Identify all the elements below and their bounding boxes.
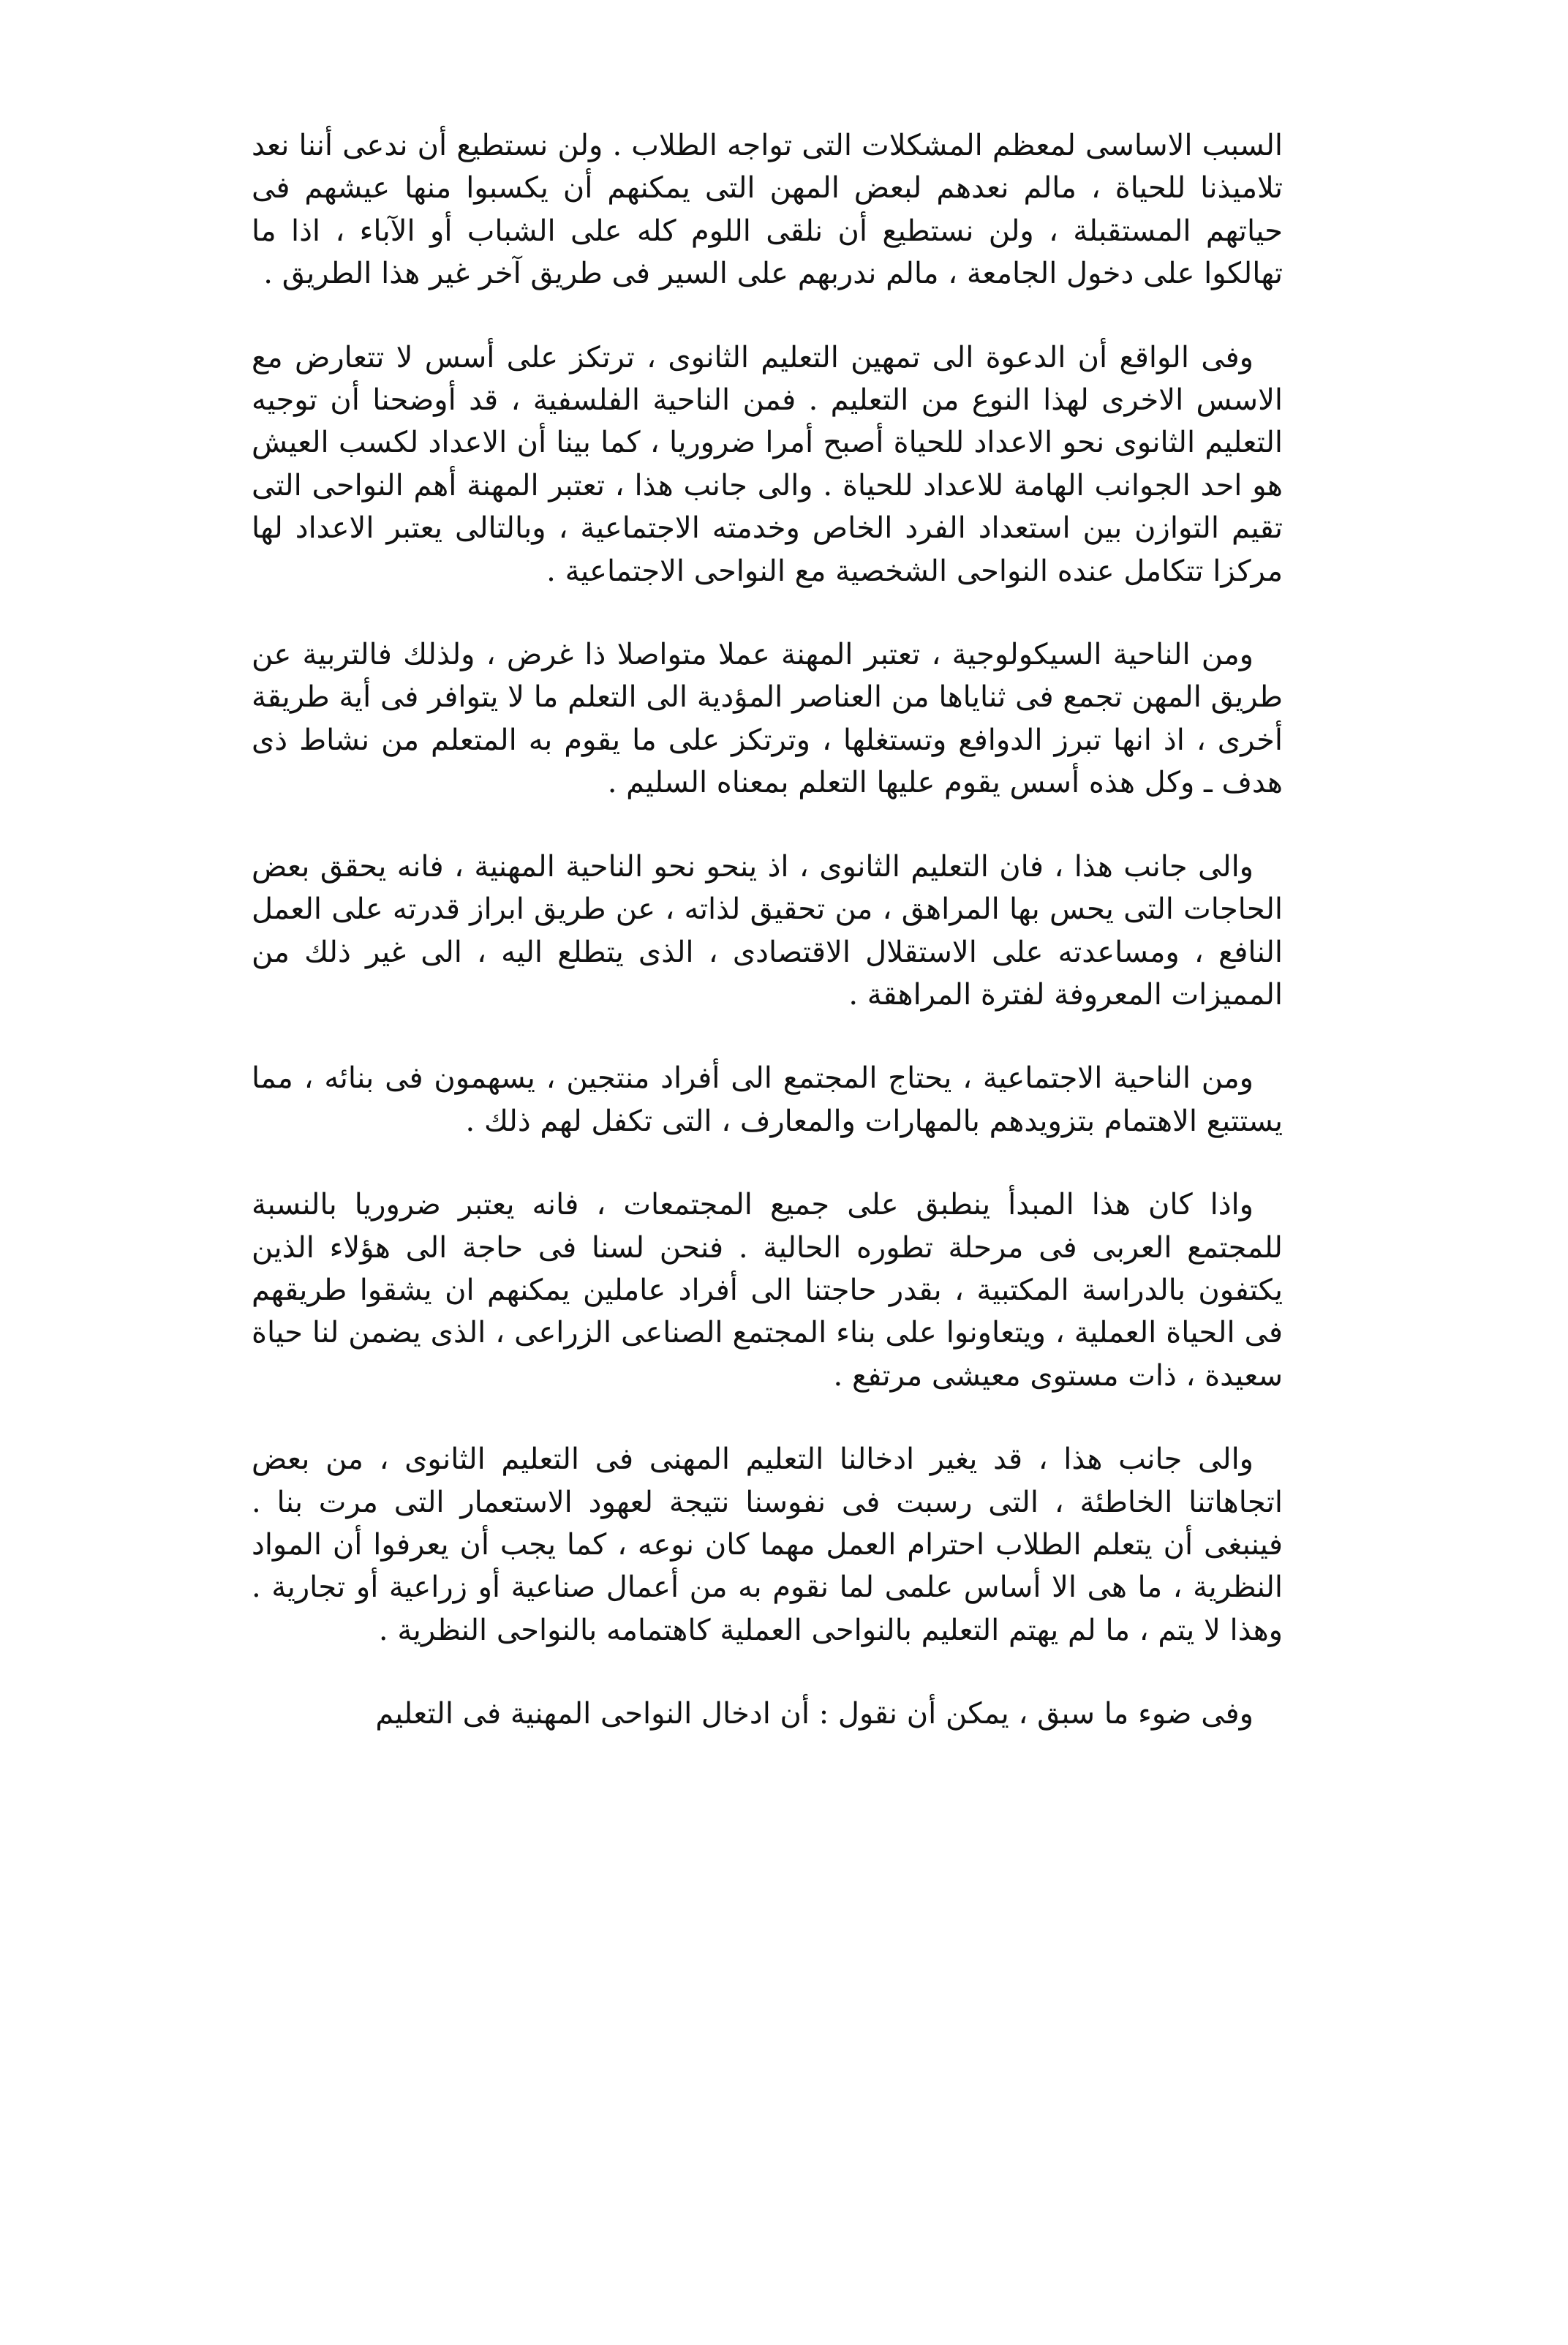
paragraph-7: والى جانب هذا ، قد يغير ادخالنا التعليم المهنى فى التعليم الثانوى ، من بعض اتجاهاتنا الخاطئة ، التى رسبت فى نفوسنا نتيجة لعهود الاستعمار التى مرت بنا . فينبغى أن يتعلم الطلاب احترام العمل مهما كان نوعه ، كما يجب أن يعرفوا أن المواد النظرية ، ما هى الا أساس علمى لما نقوم به من أعمال صناعية أو زراعية أو تجارية . وهذا لا يتم ، ما لم يهتم التعليم بالنواحى العملية كاهتمامه بالنواحى النظرية .	[252, 1442, 1283, 1647]
paragraph-8: وفى ضوء ما سبق ، يمكن أن نقول : أن ادخال النواحى المهنية فى التعليم	[375, 1697, 1254, 1731]
paragraph-1: السبب الاساسى لمعظم المشكلات التى تواجه الطلاب . ولن نستطيع أن ندعى أننا نعد تلاميذنا للحياة ، مالم نعدهم لبعض المهن التى يمكنهم أن يكسبوا منها عيشهم فى حياتهم المستقبلة ، ولن نستطيع أن نلقى اللوم كله على الشباب أو الآباء ، اذا ما تهالكوا على دخول الجامعة ، مالم ندربهم على السير فى طريق آخر غير هذا الطريق .	[252, 129, 1283, 291]
paragraph-6: واذا كان هذا المبدأ ينطبق على جميع المجتمعات ، فانه يعتبر ضروريا بالنسبة للمجتمع العربى فى مرحلة تطوره الحالية . فنحن لسنا فى حاجة الى هؤلاء الذين يكتفون بالدراسة المكتبية ، بقدر حاجتنا الى أفراد عاملين يمكنهم ان يشقوا طريقهم فى الحياة العملية ، ويتعاونوا على بناء المجتمع الصناعى الزراعى ، الذى يضمن لنا حياة سعيدة ، ذات مستوى معيشى مرتفع .	[252, 1188, 1283, 1393]
document-page	[252, 124, 1283, 1736]
paragraph-2: وفى الواقع أن الدعوة الى تمهين التعليم الثانوى ، ترتكز على أسس لا تتعارض مع الاسس الاخرى لهذا النوع من التعليم . فمن الناحية الفلسفية ، قد أوضحنا أن توجيه التعليم الثانوى نحو الاعداد للحياة أصبح أمرا ضروريا ، كما بينا أن الاعداد لكسب العيش هو احد الجوانب الهامة للاعداد للحياة . والى جانب هذا ، تعتبر المهنة أهم النواحى التى تقيم التوازن بين استعداد الفرد الخاص وخدمته الاجتماعية ، وبالتالى يعتبر الاعداد لها مركزا تتكامل عنده النواحى الشخصية مع النواحى الاجتماعية .	[252, 340, 1283, 588]
paragraph-3: ومن الناحية السيكولوجية ، تعتبر المهنة عملا متواصلا ذا غرض ، ولذلك فالتربية عن طريق المهن تجمع فى ثناياها من العناصر المؤدية الى التعلم ما لا يتوافر فى أية طريقة أخرى ، اذ انها تبرز الدوافع وتستغلها ، وترتكز على ما يقوم به المتعلم من نشاط ذى هدف ـ وكل هذه أسس يقوم عليها التعلم بمعناه السليم .	[252, 638, 1283, 800]
paragraph-4: والى جانب هذا ، فان التعليم الثانوى ، اذ ينحو نحو الناحية المهنية ، فانه يحقق بعض الحاجات التى يحس بها المراهق ، من تحقيق لذاته ، عن طريق ابراز قدرته على العمل النافع ، ومساعدته على الاستقلال الاقتصادى ، الذى يتطلع اليه ، الى غير ذلك من المميزات المعروفة لفترة المراهقة .	[252, 849, 1283, 1012]
paragraph-5: ومن الناحية الاجتماعية ، يحتاج المجتمع الى أفراد منتجين ، يسهمون فى بنائه ، مما يستتبع الاهتمام بتزويدهم بالمهارات والمعارف ، التى تكفل لهم ذلك .	[252, 1061, 1283, 1138]
